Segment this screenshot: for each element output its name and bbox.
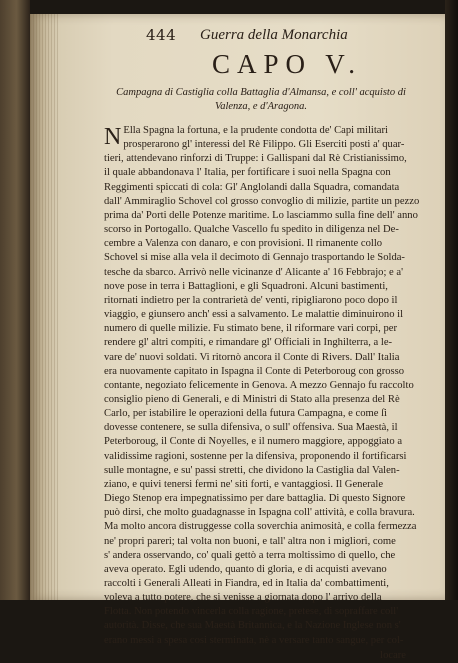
text-line: il quale abbandonava l' Italia, per fortificare i suoi nella Spagna con: [104, 167, 391, 179]
text-line: Schovel si mise alla vela il decimoto di Gennajo trasportando le Solda-: [104, 252, 405, 264]
text-line: numero di quelle milizie. Fu stimato bene, il riformare vari corpi, per: [104, 323, 398, 335]
text-line: voleva a tutto potere, che si venisse a giornata dopo l' arrivo della: [104, 592, 382, 604]
chapter-subtitle: Campagna di Castiglia colla Battaglia d'Almansa, e coll' acquisto di Valenza, e d'Aragona.: [116, 87, 406, 112]
text-line: ritornati indietro per la contrarietà de' venti, ripigliarono poco dopo il: [104, 294, 398, 306]
text-line: validissime ragioni, sostenne per la difensiva, proponendo il fortificarsi: [104, 450, 407, 462]
text-line: Carlo, per istabilire le operazioni della futura Campagna, e come ſi: [104, 408, 387, 420]
text-line: cembre a Valenza con danaro, e con provisioni. Il rimanente collo: [104, 238, 383, 250]
text-line: dall' Ammiraglio Schovel col grosso convoglio di milizie, partite un pezzo: [104, 195, 420, 207]
text-line: dovesse contenere, se sulla difensiva, o sull' offensiva. Sua Maestà, il: [104, 422, 398, 434]
text-line: può dirsi, che molto guadagnasse in Ispagna coll' attività, e colla bravura.: [104, 507, 415, 519]
facing-page-edge: [0, 0, 30, 600]
catchword: locare: [380, 649, 406, 661]
running-head: [84, 26, 420, 46]
text-line: s' andera osservando, co' quali gettò a terra moltissimo di quello, che: [104, 549, 396, 561]
text-line: Ma molto ancora distruggesse colla soverchia animosità, e colla fermezza: [104, 521, 417, 533]
text-line: era nuovamente capitato in Ispagna il Conte di Peterboroug con grosso: [104, 365, 405, 377]
text-line: erano messi a spesa cosi sterminata, nè a versare tanto sangue, per col-: [104, 634, 404, 646]
chapter-title: CAPO V.: [211, 49, 363, 79]
background-edge: [445, 0, 458, 600]
body-text: [84, 124, 420, 663]
text-line: aveva operato. Egli udendo, quanto di gloria, e di acquisti avevano: [104, 563, 387, 575]
text-line: sulle montagne, e su' passi stretti, che dividono la Castiglia dal Valen-: [104, 464, 400, 476]
text-line: tieri, attendevano rinforzi di Truppe: i Gallispani dal Rè Cristianissimo,: [104, 153, 407, 165]
text-line: contante, negoziato felicemente in Genova. A mezzo Gennajo fu raccolto: [104, 379, 414, 391]
text-line: autorità. Disse, che sua Maestà Britannica, e la Nazione Inglese non s': [104, 620, 401, 632]
text-line: ne' propri pareri; tal volta non buoni, e tall' altra non i migliori, come: [104, 535, 396, 547]
text-line: vare de' nuovi soldati. Vi ritornò ancora il Conte di Rivers. Dall' Italia: [104, 351, 400, 363]
page-gutter: [30, 14, 58, 600]
text-line: rendere gl' altri compiti, e rimandare gl' Officiali in Inghilterra, a le-: [104, 337, 393, 349]
running-title: Guerra della Monarchia: [200, 27, 348, 43]
text-line: Ella Spagna la fortuna, e la prudente condotta de' Capi militari: [123, 125, 388, 136]
text-line: Peterboroug, il Conte di Noyelles, e il numero maggiore, appoggiato a: [104, 436, 403, 448]
text-line: prima da' Porti delle Potenze maritime. Lo lasciammo sulla fine dell' anno: [104, 209, 418, 221]
text-line: Diego Stenop era impegnatissimo per dare battaglia. Di questo Signore: [104, 493, 406, 505]
text-line: scorso in Portogallo. Qualche Vascello fu spedito in diligenza nel De-: [104, 224, 399, 236]
text-line: ziano, e quivi tenersi fermi ne' siti forti, e vantaggiosi. Il Generale: [104, 478, 384, 490]
text-line: nove pose in terra i Battaglioni, e gli Squadroni. Alcuni bastimenti,: [104, 280, 388, 292]
text-line: raccolti i Generali Alleati in Fiandra, ed in Italia da' combattimenti,: [104, 578, 389, 589]
text-line: tesche da sbarco. Arrivò nelle vicinanze d' Alicante a' 16 Febbrajo; e a': [104, 266, 403, 278]
text-line: viaggio, e giunsero anch' essi a salvamento. Le malattie diminuirono il: [104, 309, 404, 321]
text-line: Reggimenti spiccati di cola: Gl' Anglolandi dalla Squadra, comandata: [104, 181, 400, 193]
text-line: prosperarono gl' interessi del Rè Filippo. Gli Eserciti posti a' quar-: [123, 139, 405, 151]
text-line: consiglio pieno di Generali, e di Ministri di Stato alla presenza del Rè: [104, 393, 400, 405]
page-content: [84, 26, 420, 663]
text-line: Flotta. Non potendo vincerla colla ragione, pretese, di sopraffare coll': [104, 606, 399, 618]
text-lines: [104, 124, 420, 648]
drop-cap: N: [104, 124, 122, 150]
page-number: 444: [146, 26, 177, 44]
